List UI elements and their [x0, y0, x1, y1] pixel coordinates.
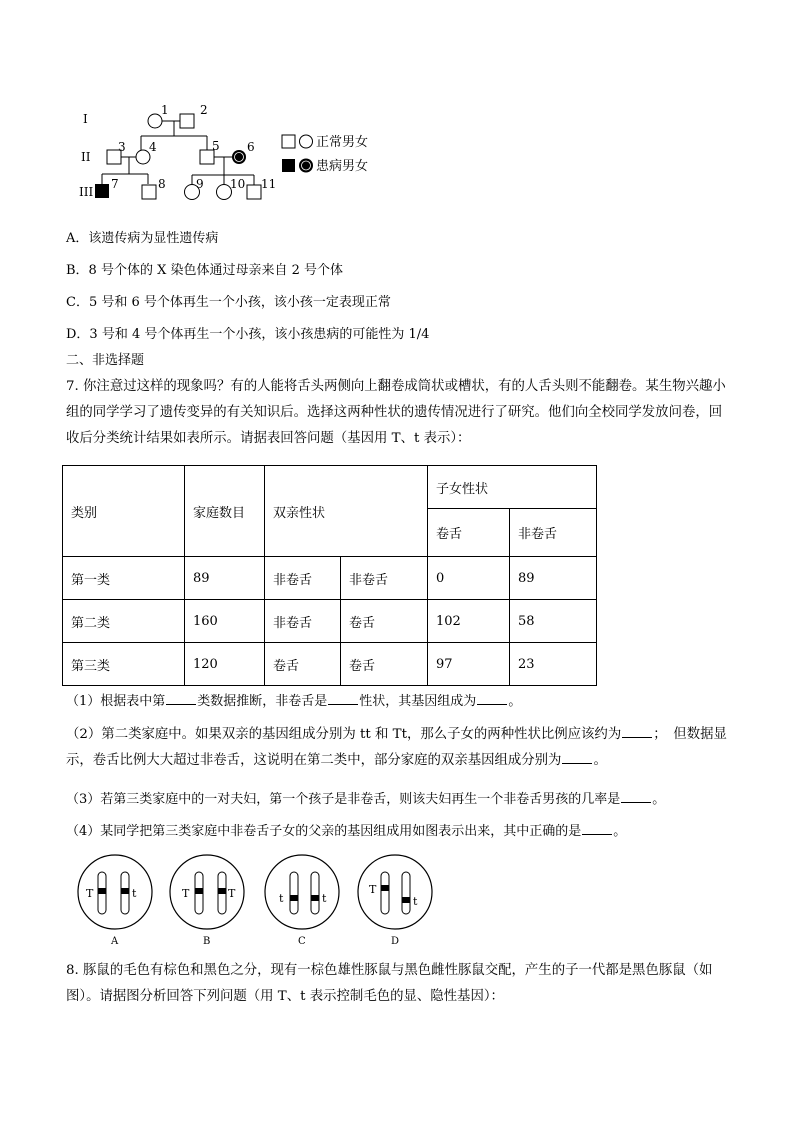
table-cell: 非卷舌	[265, 600, 341, 643]
individual-number: 4	[149, 140, 157, 154]
q7-sub1-text: 。	[508, 694, 522, 709]
option-label: A	[111, 936, 119, 947]
table-cell: 58	[510, 600, 597, 643]
chromosome-diagram	[70, 850, 440, 950]
table-cell: 非卷舌	[341, 557, 428, 600]
individual-number: 9	[196, 177, 204, 191]
individual-11	[247, 185, 261, 199]
table-cell: 卷舌	[341, 600, 428, 643]
cell-c	[265, 855, 339, 947]
answer-blank[interactable]	[477, 692, 507, 705]
section-title: 二、非选择题	[66, 353, 145, 368]
generation-label: I	[83, 112, 88, 126]
q7-sub1-text: 类数据推断，非卷舌是	[197, 694, 328, 709]
answer-blank[interactable]	[328, 692, 358, 705]
q7-sub3	[66, 790, 665, 809]
answer-blank[interactable]	[622, 725, 652, 738]
individual-number: 1	[161, 103, 169, 117]
individual-number: 11	[261, 177, 277, 191]
header-nonroll: 非卷舌	[510, 509, 597, 557]
option-label: C	[298, 936, 306, 947]
allele-label: T	[369, 883, 377, 896]
q7-sub4	[66, 822, 626, 841]
allele-label: T	[228, 887, 236, 900]
allele-label: T	[86, 887, 94, 900]
header-parents: 双亲性状	[265, 466, 428, 557]
legend-normal-female	[300, 135, 313, 148]
table-cell: 120	[185, 643, 265, 686]
table-cell: 97	[428, 643, 510, 686]
q7-sub4-text: （4）某同学把第三类家庭中非卷舌子女的父亲的基因组成用如图表示出来，其中正确的是	[66, 824, 582, 839]
q7-sub4-text: 。	[613, 824, 627, 839]
individual-number: 8	[158, 177, 166, 191]
table-cell: 23	[510, 643, 597, 686]
table-cell: 0	[428, 557, 510, 600]
q8-text: 8. 豚鼠的毛色有棕色和黑色之分，现有一棕色雄性豚鼠与黑色雌性豚鼠交配，产生的子一代都是黑色豚鼠（如图）。请据图分析回答下列问题（用 T、t 表示控制毛色的显、隐性基因）：	[66, 963, 713, 1004]
cell-d	[358, 855, 432, 947]
allele-label: t	[413, 895, 418, 908]
option-label: D	[391, 936, 400, 947]
table-row	[63, 600, 597, 643]
table-cell: 102	[428, 600, 510, 643]
individual-number: 7	[111, 177, 119, 191]
table-cell: 89	[185, 557, 265, 600]
option-c: C．5 号和 6 号个体再生一个小孩，该小孩一定表现正常	[66, 295, 391, 310]
table-cell: 160	[185, 600, 265, 643]
individual-7	[95, 184, 109, 198]
allele-label: T	[182, 887, 190, 900]
table-cell: 卷舌	[341, 643, 428, 686]
table-cell: 89	[510, 557, 597, 600]
answer-blank[interactable]	[582, 822, 612, 835]
pedigree-chart	[70, 98, 400, 210]
individual-2	[180, 114, 194, 128]
individual-4	[136, 150, 150, 164]
individual-number: 5	[212, 139, 220, 153]
q7-sub3-text: （3）若第三类家庭中的一对夫妇，第一个孩子是非卷舌，则该夫妇再生一个非卷舌男孩的几率是	[66, 792, 621, 807]
allele-label: t	[132, 887, 137, 900]
q7-sub2-text: 。	[593, 753, 607, 768]
table-cell: 卷舌	[265, 643, 341, 686]
allele-label: t	[279, 892, 284, 905]
survey-table	[62, 465, 597, 686]
q7-sub1-text: （1）根据表中第	[66, 694, 166, 709]
generation-label: II	[81, 150, 91, 164]
cell-a	[78, 855, 152, 947]
header-roll: 卷舌	[428, 509, 510, 557]
option-b: B．8 号个体的 X 染色体通过母亲来自 2 号个体	[66, 263, 344, 278]
legend-affected-label: 患病男女	[316, 159, 369, 174]
answer-blank[interactable]	[562, 751, 592, 764]
answer-blank[interactable]	[166, 692, 196, 705]
header-category: 类别	[63, 466, 185, 557]
individual-number: 6	[247, 140, 255, 154]
q7-intro: 7. 你注意过这样的现象吗？有的人能将舌头两侧向上翻卷成筒状或槽状，有的人舌头则不能翻卷。某生物兴趣小组的同学学习了遗传变异的有关知识后。选择这两种性状的遗传情况进行了研究。他们向全校同学发放问卷，回收后分类统计结果如表所示。请据表回答问题（基因用 T、t 表示）：	[66, 379, 726, 446]
table-cell: 非卷舌	[265, 557, 341, 600]
q7-sub1	[66, 692, 521, 711]
q7-sub2-text: （2）第二类家庭中。如果双亲的基因组成分别为 tt 和 Tt，那么子女的两种性状比例应该约为	[66, 727, 622, 742]
generation-label: III	[79, 185, 94, 199]
individual-number: 2	[200, 103, 208, 117]
header-families: 家庭数目	[185, 466, 265, 557]
allele-label: t	[322, 892, 327, 905]
legend-affected-male	[282, 159, 295, 172]
table-row	[63, 557, 597, 600]
individual-1	[148, 114, 162, 128]
individual-number: 10	[230, 177, 246, 191]
answer-blank[interactable]	[621, 790, 651, 803]
legend-normal-label: 正常男女	[316, 135, 369, 150]
table-cell: 第一类	[63, 557, 185, 600]
q7-sub2	[66, 722, 730, 774]
option-label: B	[203, 936, 211, 947]
cell-b	[170, 855, 244, 947]
q7-sub2-text: ； 但数据显示，卷舌比例大大超过非卷舌，这说明在第二类中，部分家庭的双亲基因组成分别为	[66, 727, 727, 768]
legend-normal-male	[282, 135, 295, 148]
table-row	[63, 643, 597, 686]
table-cell: 第三类	[63, 643, 185, 686]
individual-8	[142, 185, 156, 199]
q7-sub3-text: 。	[652, 792, 666, 807]
header-children: 子女性状	[428, 466, 597, 509]
table-cell: 第二类	[63, 600, 185, 643]
option-d: D．3 号和 4 号个体再生一个小孩，该小孩患病的可能性为 1/4	[66, 327, 430, 342]
q7-sub1-text: 性状，其基因组成为	[359, 694, 477, 709]
individual-number: 3	[118, 140, 126, 154]
option-a: A．该遗传病为显性遗传病	[66, 231, 219, 246]
